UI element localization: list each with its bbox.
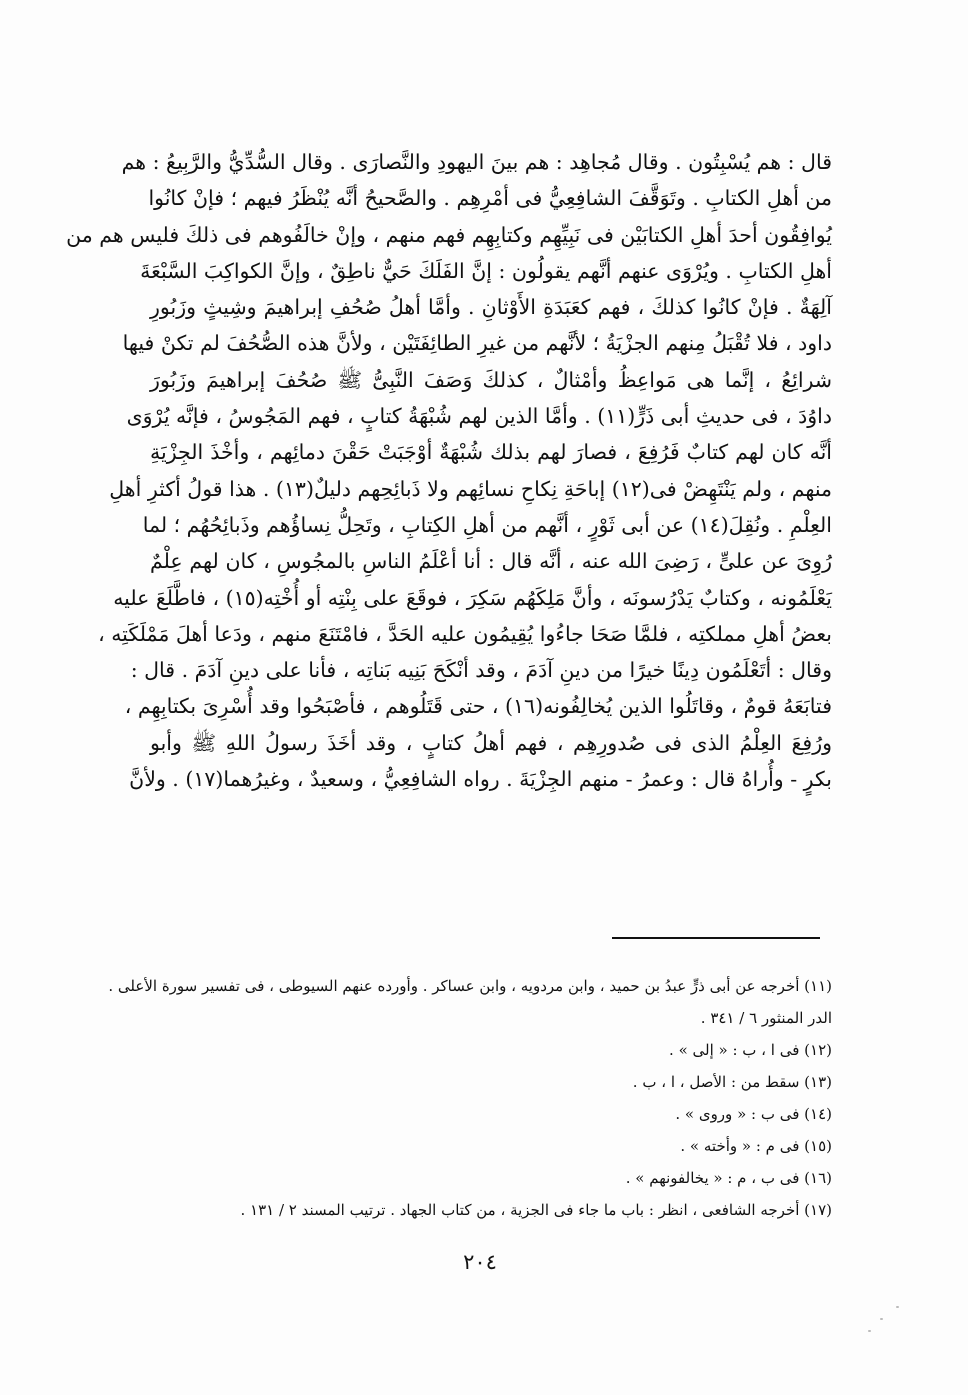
scan-speck xyxy=(880,1318,883,1320)
footnote-line: (١٢) فى ا ، ب : « إلى » . xyxy=(669,1041,832,1059)
text-line: من أهلِ الكتابِ . وتَوَقَّفَ الشافِعِيُّ فى أمْرِهِم . والصَّحيحُ أنَّه يُنْظَرُ فيهم ؛ فإنْ كانُوا xyxy=(148,186,832,211)
footnote-line: (١١) أخرجه عن أبى ذرٍّ عبدُ بن حميد ، وابن مردويه ، وابن عساكر . وأورده عنهم السيوطى ، فى تفسير سورة الأعلى . xyxy=(108,977,832,995)
text-line: يَعْلَمُونه ، وكتابٌ يَدْرُسونَه ، وأنَّ مَلِكَهُم سَكِرَ ، فوقَعَ على بِنْتِه أو أُخْتِه(١٥) ، فاطَّلَعَ عليه xyxy=(113,585,832,610)
footnote-line: (١٧) أخرجه الشافعى ، انظر : باب ما جاء فى الجزية ، من كتاب الجهاد . ترتيب المسند ٢ / ١٣١ . xyxy=(240,1201,832,1219)
footnotes-block xyxy=(108,970,832,1226)
footnote-line: (١٦) فى ب ، م : « يخالفونهم » . xyxy=(625,1169,832,1187)
text-line: داود ، فلا تُقْبَلُ مِنهم الجزْيَةُ ؛ لأنَّهم من غيرِ الطائِفَتَيْن ، ولأنَّ هذه الصُّحُفَ لم تكنْ فيها xyxy=(122,331,832,356)
footnote-line: (١٤) فى ب : « وروى » . xyxy=(675,1105,832,1123)
text-line: بكرٍ - وأُراهُ قال : وعمرُ - منهم الجِزْيَةَ . رواه الشافِعِيُّ ، وسعيدٌ ، وغيرُهما(١٧) . ولأنَّ xyxy=(129,767,832,792)
text-line: قال : هم يُسْبِتُون . وقال مُجاهِد : هم بينَ اليهودِ والنَّصارَى . وقال السُّدِّيُّ والرَّبِيعُ : هم xyxy=(121,150,832,174)
text-line: العِلْمِ . ونُقِلَ(١٤) عن أبى ثَوْرٍ ، أنَّهم من أهلِ الكِتابِ ، وتَحِلُّ نِساؤُهم وذَبائِحُهُم ؛ لما xyxy=(142,512,832,537)
footnote-line: (١٣) سقط من : الأصل ، ا ، ب . xyxy=(632,1073,832,1091)
text-line: شرائِعُ ، إنَّما هى مَواعِظُ وأمْثالٌ ، كذلكَ وَصَفَ النَّبِىُّ ﷺ صُحُفَ إبراهيمَ وزَبُورَ xyxy=(150,367,832,392)
text-line: أهلِ الكتابِ . ويُرْوَى عنهم أنَّهم يقولُون : إنَّ الفَلَكَ حَيٌّ ناطِقٌ ، وإنَّ الكواكِبَ السَّبْعَةَ xyxy=(140,258,832,283)
text-line: منهم ، ولم يَنْتَهِضْ فى(١٢) إباحَةِ نِكاحِ نسائِهم ولا ذَبائِحِهم دليلٌ(١٣) . هذا قولُ أكثرِ أهلِ xyxy=(109,476,832,501)
footnote-line: الدر المنثور ٦ / ٣٤١ . xyxy=(700,1009,832,1027)
text-line: رُوِىَ عن علىٍّ ، رَضِىَ الله عنه ، أنَّه قال : أنا أعْلَمُ الناسِ بالمجُوسِ ، كان لهم عِلْمٌ xyxy=(150,549,832,574)
text-line: وقال : أتَعْلَمُون دِينًا خيرًا من دينِ آدَمَ ، وقد أنْكَحَ بَنِيه بَناتِه ، فأنا على دينِ آدَمَ . قال : xyxy=(130,658,832,683)
text-line: فتابَعَهُ قومٌ ، وقاتَلُوا الذين يُخالِفُونه(١٦) ، حتى قَتَلُوهم ، فأصْبَحُوا وقد أُسْرِىَ بكتابِهِم ، xyxy=(124,694,832,719)
text-line: أنَّه كان لهم كتابٌ فَرُفِعَ ، فصارَ لهم بذلك شُبْهَةٌ أوْجَبَتْ حَقْنَ دمائِهم ، وأخْذَ الجِزْيَةِ xyxy=(150,440,832,465)
footnote-line: (١٥) فى م : « وأخته » . xyxy=(680,1137,832,1155)
page-number: ٢٠٤ xyxy=(463,1250,497,1274)
text-line: بعضُ أهلِ مملكتِه ، فلمَّا صَحَا جاءُوا يُقِيمُون عليه الحَدَّ ، فامْتَنَعَ منهم ، ودَعا أهلَ مَمْلَكَتِه ، xyxy=(98,621,832,646)
scan-speck xyxy=(896,1306,899,1308)
scan-speck xyxy=(868,1330,871,1332)
main-text-block xyxy=(66,144,832,797)
text-line: ورُفِعَ العِلْمُ الذى فى صُدورِهِم ، فهم أهلُ كتابٍ ، وقد أخَذَ رسولُ اللهِ ﷺ وأبو xyxy=(150,730,832,755)
footnote-separator xyxy=(612,937,820,939)
text-line: داوُدَ ، فى حديثِ أبى ذَرٍّ(١١) . وأمَّا الذين لهم شُبْهَةُ كتابٍ ، فهم المَجُوسُ ، فإنَّه يُرْوَى xyxy=(126,404,832,429)
text-line: يُوافِقُون أحدَ أهلِ الكتابَيْن فى نَبِيِّهِم وكتابِهِم فهم منهم ، وإنْ خالَفُوهم فى ذلكَ فليس هم من xyxy=(66,222,832,247)
text-line: آلِهَةٌ . فإنْ كانُوا كذلكَ ، فهم كعَبَدَةِ الأَوْثانِ . وأمَّا أهلُ صُحُفِ إبراهيمَ وشِيثٍ وزَبُورِ xyxy=(150,295,832,320)
